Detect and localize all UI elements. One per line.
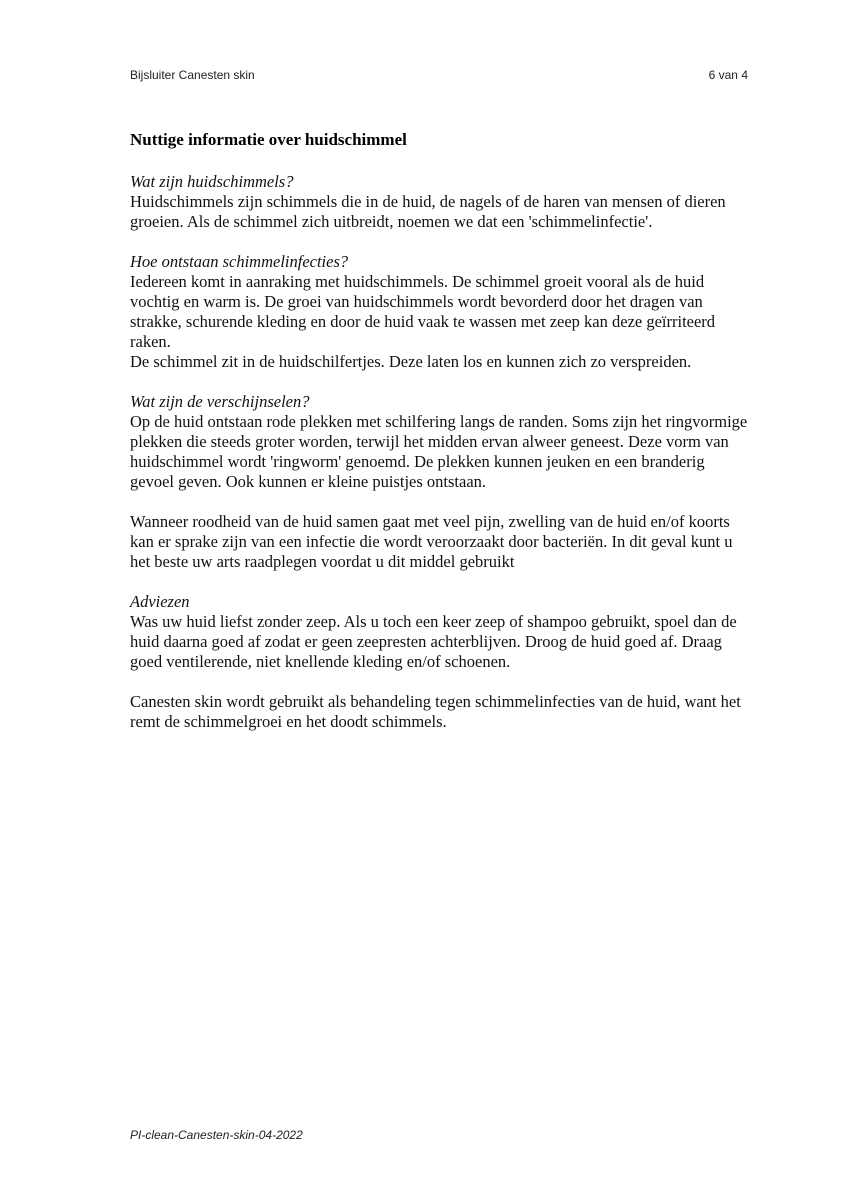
- paragraph: Wanneer roodheid van de huid samen gaat met veel pijn, zwelling van de huid en/of koorts kan er sprake zijn van een infectie die wordt veroorzaakt door bacteriën. In dit geval kunt u het beste uw arts raadplegen voordat u dit middel gebruikt: [130, 512, 733, 571]
- section-hoe-ontstaan-schimmelinfecties: [130, 252, 750, 372]
- paragraph: Iedereen komt in aanraking met huidschimmels. De schimmel groeit vooral als de huid vochtig en warm is. De groei van huidschimmels wordt bevorderd door het dragen van strakke, schurende kleding en door de huid vaak te wassen met zeep kan deze geïrriteerd raken.: [130, 272, 716, 351]
- paragraph: Huidschimmels zijn schimmels die in de huid, de nagels of de haren van mensen of dieren groeien. Als de schimmel zich uitbreidt, noemen we dat een 'schimmelinfectie'.: [130, 192, 726, 231]
- section-heading: Hoe ontstaan schimmelinfecties?: [130, 252, 349, 271]
- page-header: [130, 68, 748, 82]
- section-wat-zijn-huidschimmels: [130, 172, 750, 232]
- section-wat-zijn-de-verschijnselen: [130, 392, 750, 572]
- section-heading: Wat zijn de verschijnselen?: [130, 392, 310, 411]
- section-heading: Adviezen: [130, 592, 190, 611]
- paragraph: De schimmel zit in de huidschilfertjes. Deze laten los en kunnen zich zo verspreiden.: [130, 352, 692, 371]
- header-document-title: Bijsluiter Canesten skin: [130, 68, 255, 82]
- paragraph: Op de huid ontstaan rode plekken met schilfering langs de randen. Soms zijn het ringvormige plekken die steeds groter worden, terwijl het midden ervan alweer geneest. Deze vorm van huidschimmel wordt 'ringworm' genoemd. De plekken kunnen jeuken en een branderig gevoel geven. Ook kunnen er kleine puistjes ontstaan.: [130, 412, 748, 491]
- footer-document-code: PI-clean-Canesten-skin-04-2022: [130, 1128, 303, 1142]
- section-heading: Wat zijn huidschimmels?: [130, 172, 294, 191]
- page-title: Nuttige informatie over huidschimmel: [130, 130, 407, 149]
- paragraph: Was uw huid liefst zonder zeep. Als u toch een keer zeep of shampoo gebruikt, spoel dan de huid daarna goed af zodat er geen zeepresten achterblijven. Droog de huid goed af. Draag goed ventilerende, niet knellende kleding en/of schoenen.: [130, 612, 737, 671]
- document-body: [130, 172, 750, 732]
- paragraph: Canesten skin wordt gebruikt als behandeling tegen schimmelinfecties van de huid, want het remt de schimmelgroei en het doodt schimmels.: [130, 692, 741, 731]
- header-page-number: 6 van 4: [708, 68, 748, 82]
- section-adviezen: [130, 592, 750, 732]
